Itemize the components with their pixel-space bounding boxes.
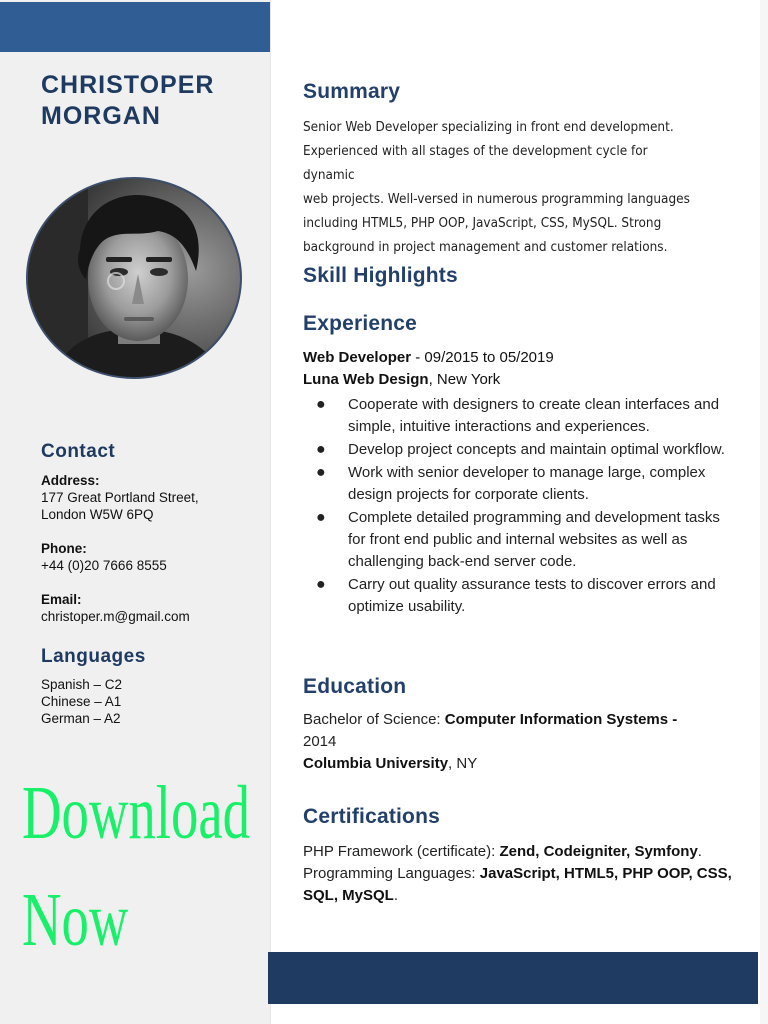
degree-prefix: Bachelor of Science:: [303, 711, 445, 728]
degree-name: Computer Information Systems -: [444, 711, 678, 728]
cert-line-1: [303, 841, 743, 863]
header-accent-bar: [0, 2, 270, 52]
cert-line-2: [303, 863, 743, 907]
job-dates: - 09/2015 to 05/2019: [411, 349, 554, 366]
cert-line-2-prefix: Programming Languages:: [303, 865, 480, 882]
cert-line-1-prefix: PHP Framework (certificate):: [303, 843, 500, 860]
download-promo-line-2[interactable]: Now: [22, 878, 129, 962]
experience-heading: Experience: [303, 312, 418, 335]
bullet-icon: ●: [316, 441, 326, 458]
education-school-line: [303, 753, 723, 775]
education-entry: [303, 709, 723, 775]
job-title-line: [303, 349, 554, 366]
phone-value: +44 (0)20 7666 8555: [41, 558, 167, 573]
profile-photo-image: [28, 179, 242, 379]
bullet-text: Complete detailed programming and development tasks for front end public and internal websites as well as challenging back-end server code.: [348, 509, 720, 570]
summary-line: Senior Web Developer specializing in front end development.: [303, 120, 674, 135]
page-edge: [760, 0, 768, 1024]
education-heading: Education: [303, 675, 407, 698]
experience-bullet: [303, 574, 733, 618]
bullet-text: Cooperate with designers to create clean interfaces and simple, intuitive interactions and experiences.: [348, 396, 720, 435]
contact-email: [41, 591, 266, 625]
email-value: christoper.m@gmail.com: [41, 609, 190, 624]
languages-heading: Languages: [41, 646, 146, 667]
languages-list: [41, 676, 122, 727]
email-label: Email:: [41, 592, 82, 607]
school-name: Columbia University: [303, 755, 449, 772]
company-name: Luna Web Design: [303, 371, 429, 388]
bullet-text: Work with senior developer to manage large, complex design projects for corporate clients.: [348, 464, 706, 503]
cert-line-2-suffix: .: [393, 887, 399, 904]
summary-line: web projects. Well-versed in numerous programming languages: [303, 192, 690, 207]
experience-bullet: [303, 394, 733, 438]
language-item: German – A2: [41, 711, 121, 726]
address-line-1: 177 Great Portland Street,: [41, 490, 199, 505]
cert-line-2-items: JavaScript, HTML5, PHP OOP, CSS, SQL, MySQL: [303, 865, 732, 904]
school-location: , NY: [448, 755, 478, 772]
education-degree-line: [303, 709, 723, 731]
candidate-last-name: MORGAN: [41, 102, 161, 130]
bullet-icon: ●: [316, 464, 326, 481]
skills-heading: Skill Highlights: [303, 264, 458, 287]
certifications-entry: [303, 841, 743, 907]
cert-line-1-suffix: .: [697, 843, 702, 860]
language-item: Chinese – A1: [41, 694, 122, 709]
education-year: 2014: [303, 733, 337, 750]
contact-address: [41, 472, 266, 523]
experience-bullet: [303, 462, 733, 506]
summary-line: including HTML5, PHP OOP, JavaScript, CSS, MySQL. Strong: [303, 216, 662, 231]
bullet-icon: ●: [316, 576, 326, 593]
company-line: [303, 371, 500, 388]
contact-heading: Contact: [41, 441, 116, 462]
experience-bullets: [303, 394, 733, 619]
footer-accent-bar: [268, 952, 758, 1004]
language-item: Spanish – C2: [41, 677, 123, 692]
download-promo-line-1[interactable]: Download: [22, 771, 250, 855]
summary-text: [303, 116, 703, 260]
summary-line: background in project management and customer relations.: [303, 240, 668, 255]
bullet-text: Carry out quality assurance tests to discover errors and optimize usability.: [348, 576, 716, 615]
bullet-icon: ●: [316, 396, 326, 413]
summary-line: Experienced with all stages of the development cycle for dynamic: [303, 144, 648, 183]
phone-label: Phone:: [41, 541, 87, 556]
company-location: , New York: [428, 371, 501, 388]
job-title: Web Developer: [303, 349, 412, 366]
bullet-text: Develop project concepts and maintain optimal workflow.: [348, 441, 725, 458]
address-label: Address:: [41, 473, 100, 488]
certifications-heading: Certifications: [303, 805, 440, 828]
bullet-icon: ●: [316, 509, 326, 526]
contact-phone: [41, 540, 266, 574]
cert-line-1-items: Zend, Codeigniter, Symfony: [499, 843, 698, 860]
address-line-2: London W5W 6PQ: [41, 507, 154, 522]
experience-bullet: [303, 507, 733, 573]
summary-heading: Summary: [303, 80, 401, 103]
candidate-first-name: CHRISTOPER: [41, 71, 215, 99]
experience-bullet: [303, 439, 733, 461]
candidate-name: [41, 70, 261, 132]
profile-photo: [26, 177, 242, 379]
